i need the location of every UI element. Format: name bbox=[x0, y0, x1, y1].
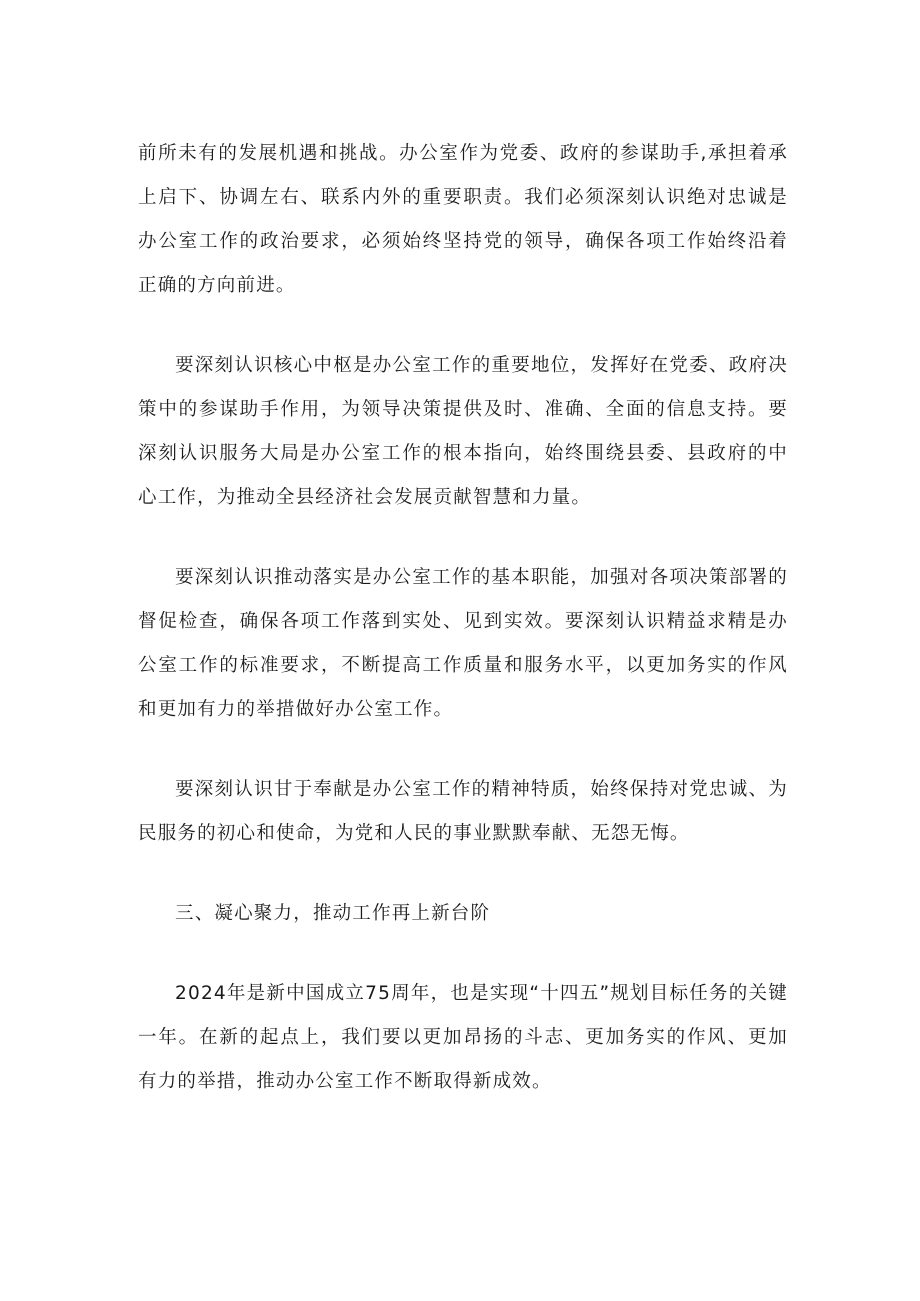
paragraph-2024: 2024年是新中国成立75周年，也是实现“十四五”规划目标任务的关键一年。在新的起点上，我们要以更加昂扬的斗志、更加务实的作风、更加有力的举措，推动办公室工作不断取得新成效。 bbox=[138, 983, 788, 1092]
paragraph-core-hub: 要深刻认识核心中枢是办公室工作的重要地位，发挥好在党委、政府决策中的参谋助手作用，为领导决策提供及时、准确、全面的信息支持。要深刻认识服务大局是办公室工作的根本指向，始终围绕县委、县政府的中心工作，为推动全县经济社会发展贡献智慧和力量。 bbox=[138, 355, 788, 508]
document-body bbox=[138, 132, 788, 1140]
section-heading: 三、凝心聚力，推动工作再上新台阶 bbox=[175, 903, 491, 924]
paragraph-implementation: 要深刻认识推动落实是办公室工作的基本职能，加强对各项决策部署的督促检查，确保各项工作落到实处、见到实效。要深刻认识精益求精是办公室工作的标准要求，不断提高工作质量和服务水平，以更加务实的作风和更加有力的举措做好办公室工作。 bbox=[138, 567, 788, 720]
paragraph-continuation: 前所未有的发展机遇和挑战。办公室作为党委、政府的参谋助手,承担着承上启下、协调左右、联系内外的重要职责。我们必须深刻认识绝对忠诚是办公室工作的政治要求，必须始终坚持党的领导，确保各项工作始终沿着正确的方向前进。 bbox=[138, 143, 788, 296]
paragraph-dedication: 要深刻认识甘于奉献是办公室工作的精神特质，始终保持对党忠诚、为民服务的初心和使命，为党和人民的事业默默奉献、无怨无悔。 bbox=[138, 779, 788, 844]
